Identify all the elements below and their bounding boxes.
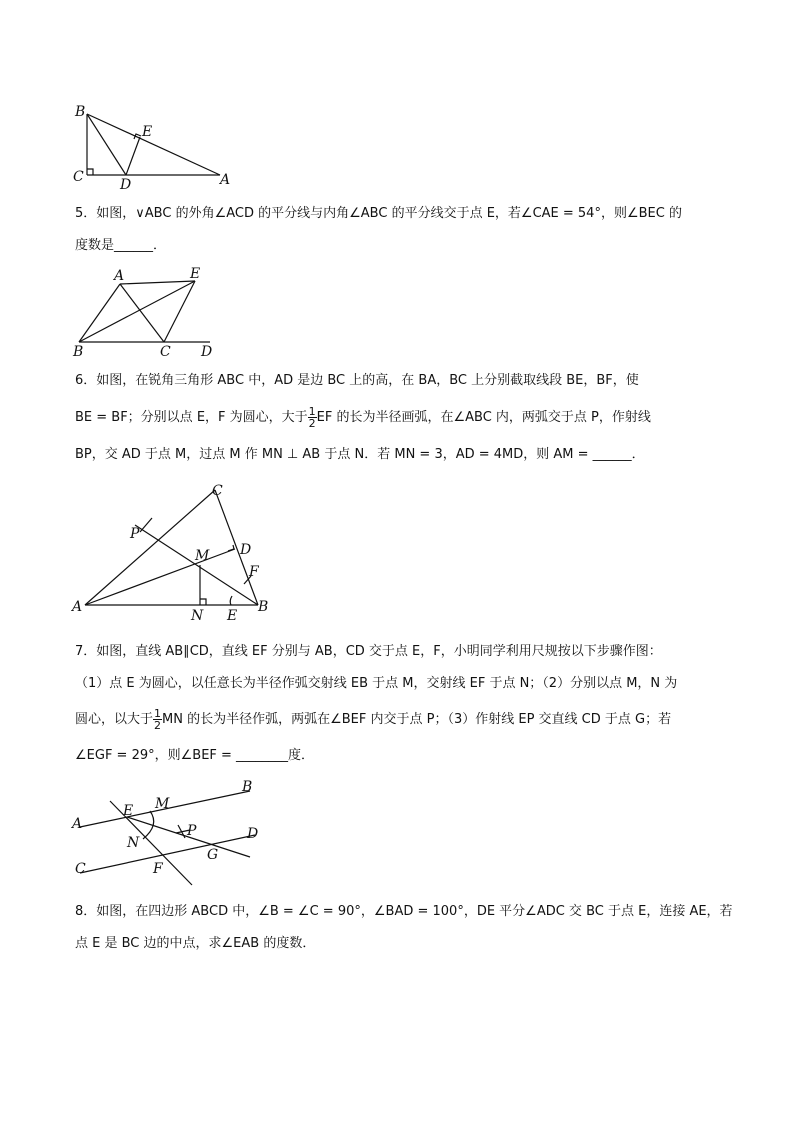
- figure-q4-triangle: [70, 100, 240, 193]
- fig7-label-N: N: [127, 835, 140, 851]
- fig6-label-A: A: [72, 599, 83, 615]
- fig5-label-A: A: [114, 268, 125, 284]
- q6-fraction: [308, 406, 317, 429]
- fig6-label-M: M: [195, 548, 210, 564]
- fig5-label-B: B: [73, 344, 84, 360]
- fig6-label-C: C: [212, 483, 223, 499]
- fig5-label-C: C: [160, 344, 171, 360]
- q7-line3-part1: 圆心，以大于: [75, 712, 154, 727]
- fig6-label-F: F: [249, 564, 259, 580]
- q7-fraction-numerator: 1: [154, 707, 162, 720]
- fig4-label-D: D: [120, 177, 132, 193]
- fig7-label-B: B: [242, 779, 253, 795]
- fig6-label-N: N: [191, 608, 204, 624]
- fig7-label-E: E: [123, 803, 134, 819]
- fig6-label-D: D: [240, 542, 252, 558]
- fig7-label-F: F: [153, 861, 163, 877]
- fig4-label-C: C: [73, 169, 84, 185]
- fig6-label-B: B: [258, 599, 269, 615]
- fig6-label-E: E: [227, 608, 238, 624]
- figure-q6-triangle: [70, 480, 280, 625]
- fig7-label-G: G: [207, 847, 219, 863]
- q5-text-line2: 度数是______．: [75, 238, 167, 253]
- q7-text-line2: （1）点 E 为圆心，以任意长为半径作弧交射线 EB 于点 M，交射线 EF 于点 N；（2）分别以点 M，N 为: [75, 676, 678, 691]
- q7-text-line1: 7．如图，直线 AB∥CD，直线 EF 分别与 AB，CD 交于点 E，F，小明同学利用尺规按以下步骤作图：: [75, 644, 662, 659]
- q7-fraction-denominator: 2: [154, 719, 162, 732]
- q6-text-line1: 6．如图，在锐角三角形 ABC 中，AD 是边 BC 上的高，在 BA，BC 上分别截取线段 BE，BF，使: [75, 373, 639, 388]
- q6-text-line3: BP，交 AD 于点 M，过点 M 作 MN ⊥ AB 于点 N．若 MN = 3，AD = 4MD，则 AM = ______．: [75, 447, 645, 462]
- q6-text-line2: [75, 406, 651, 429]
- q7-text-line4: ∠EGF = 29°，则∠BEF = ________度．: [75, 748, 315, 763]
- fig6-label-P: P: [130, 526, 140, 542]
- q6-line2-part2: EF 的长为半径画弧，在∠ABC 内，两弧交于点 P，作射线: [316, 410, 651, 425]
- fig7-label-M: M: [155, 796, 170, 812]
- fig7-label-C: C: [75, 861, 86, 877]
- fig4-label-E: E: [142, 124, 153, 140]
- fig7-label-P: P: [187, 823, 197, 839]
- q6-fraction-numerator: 1: [308, 405, 316, 418]
- fig4-label-A: A: [220, 172, 231, 188]
- q8-text-line2: 点 E 是 BC 边的中点，求∠EAB 的度数．: [75, 936, 316, 951]
- fig5-label-D: D: [201, 344, 213, 360]
- q6-fraction-denominator: 2: [308, 417, 316, 430]
- q7-fraction: [153, 708, 162, 731]
- fig5-label-E: E: [190, 266, 201, 282]
- fig7-label-A: A: [72, 816, 83, 832]
- fig7-label-D: D: [247, 826, 259, 842]
- q8-text-line1: 8．如图，在四边形 ABCD 中，∠B = ∠C = 90°，∠BAD = 100°，DE 平分∠ADC 交 BC 于点 E，连接 AE，若: [75, 904, 733, 919]
- fig4-label-B: B: [75, 104, 86, 120]
- q6-line2-part1: BE = BF；分别以点 E，F 为圆心，大于: [75, 410, 308, 425]
- figure-q5-quadrilateral: [70, 265, 230, 360]
- q7-text-line3: [75, 708, 671, 731]
- figure-q7-parallel-lines: [70, 775, 270, 885]
- q5-text-line1: 5．如图，∨ABC 的外角∠ACD 的平分线与内角∠ABC 的平分线交于点 E，若∠CAE = 54°，则∠BEC 的: [75, 206, 682, 221]
- q7-line3-part2: MN 的长为半径作弧，两弧在∠BEF 内交于点 P；（3）作射线 EP 交直线 CD 于点 G；若: [162, 712, 672, 727]
